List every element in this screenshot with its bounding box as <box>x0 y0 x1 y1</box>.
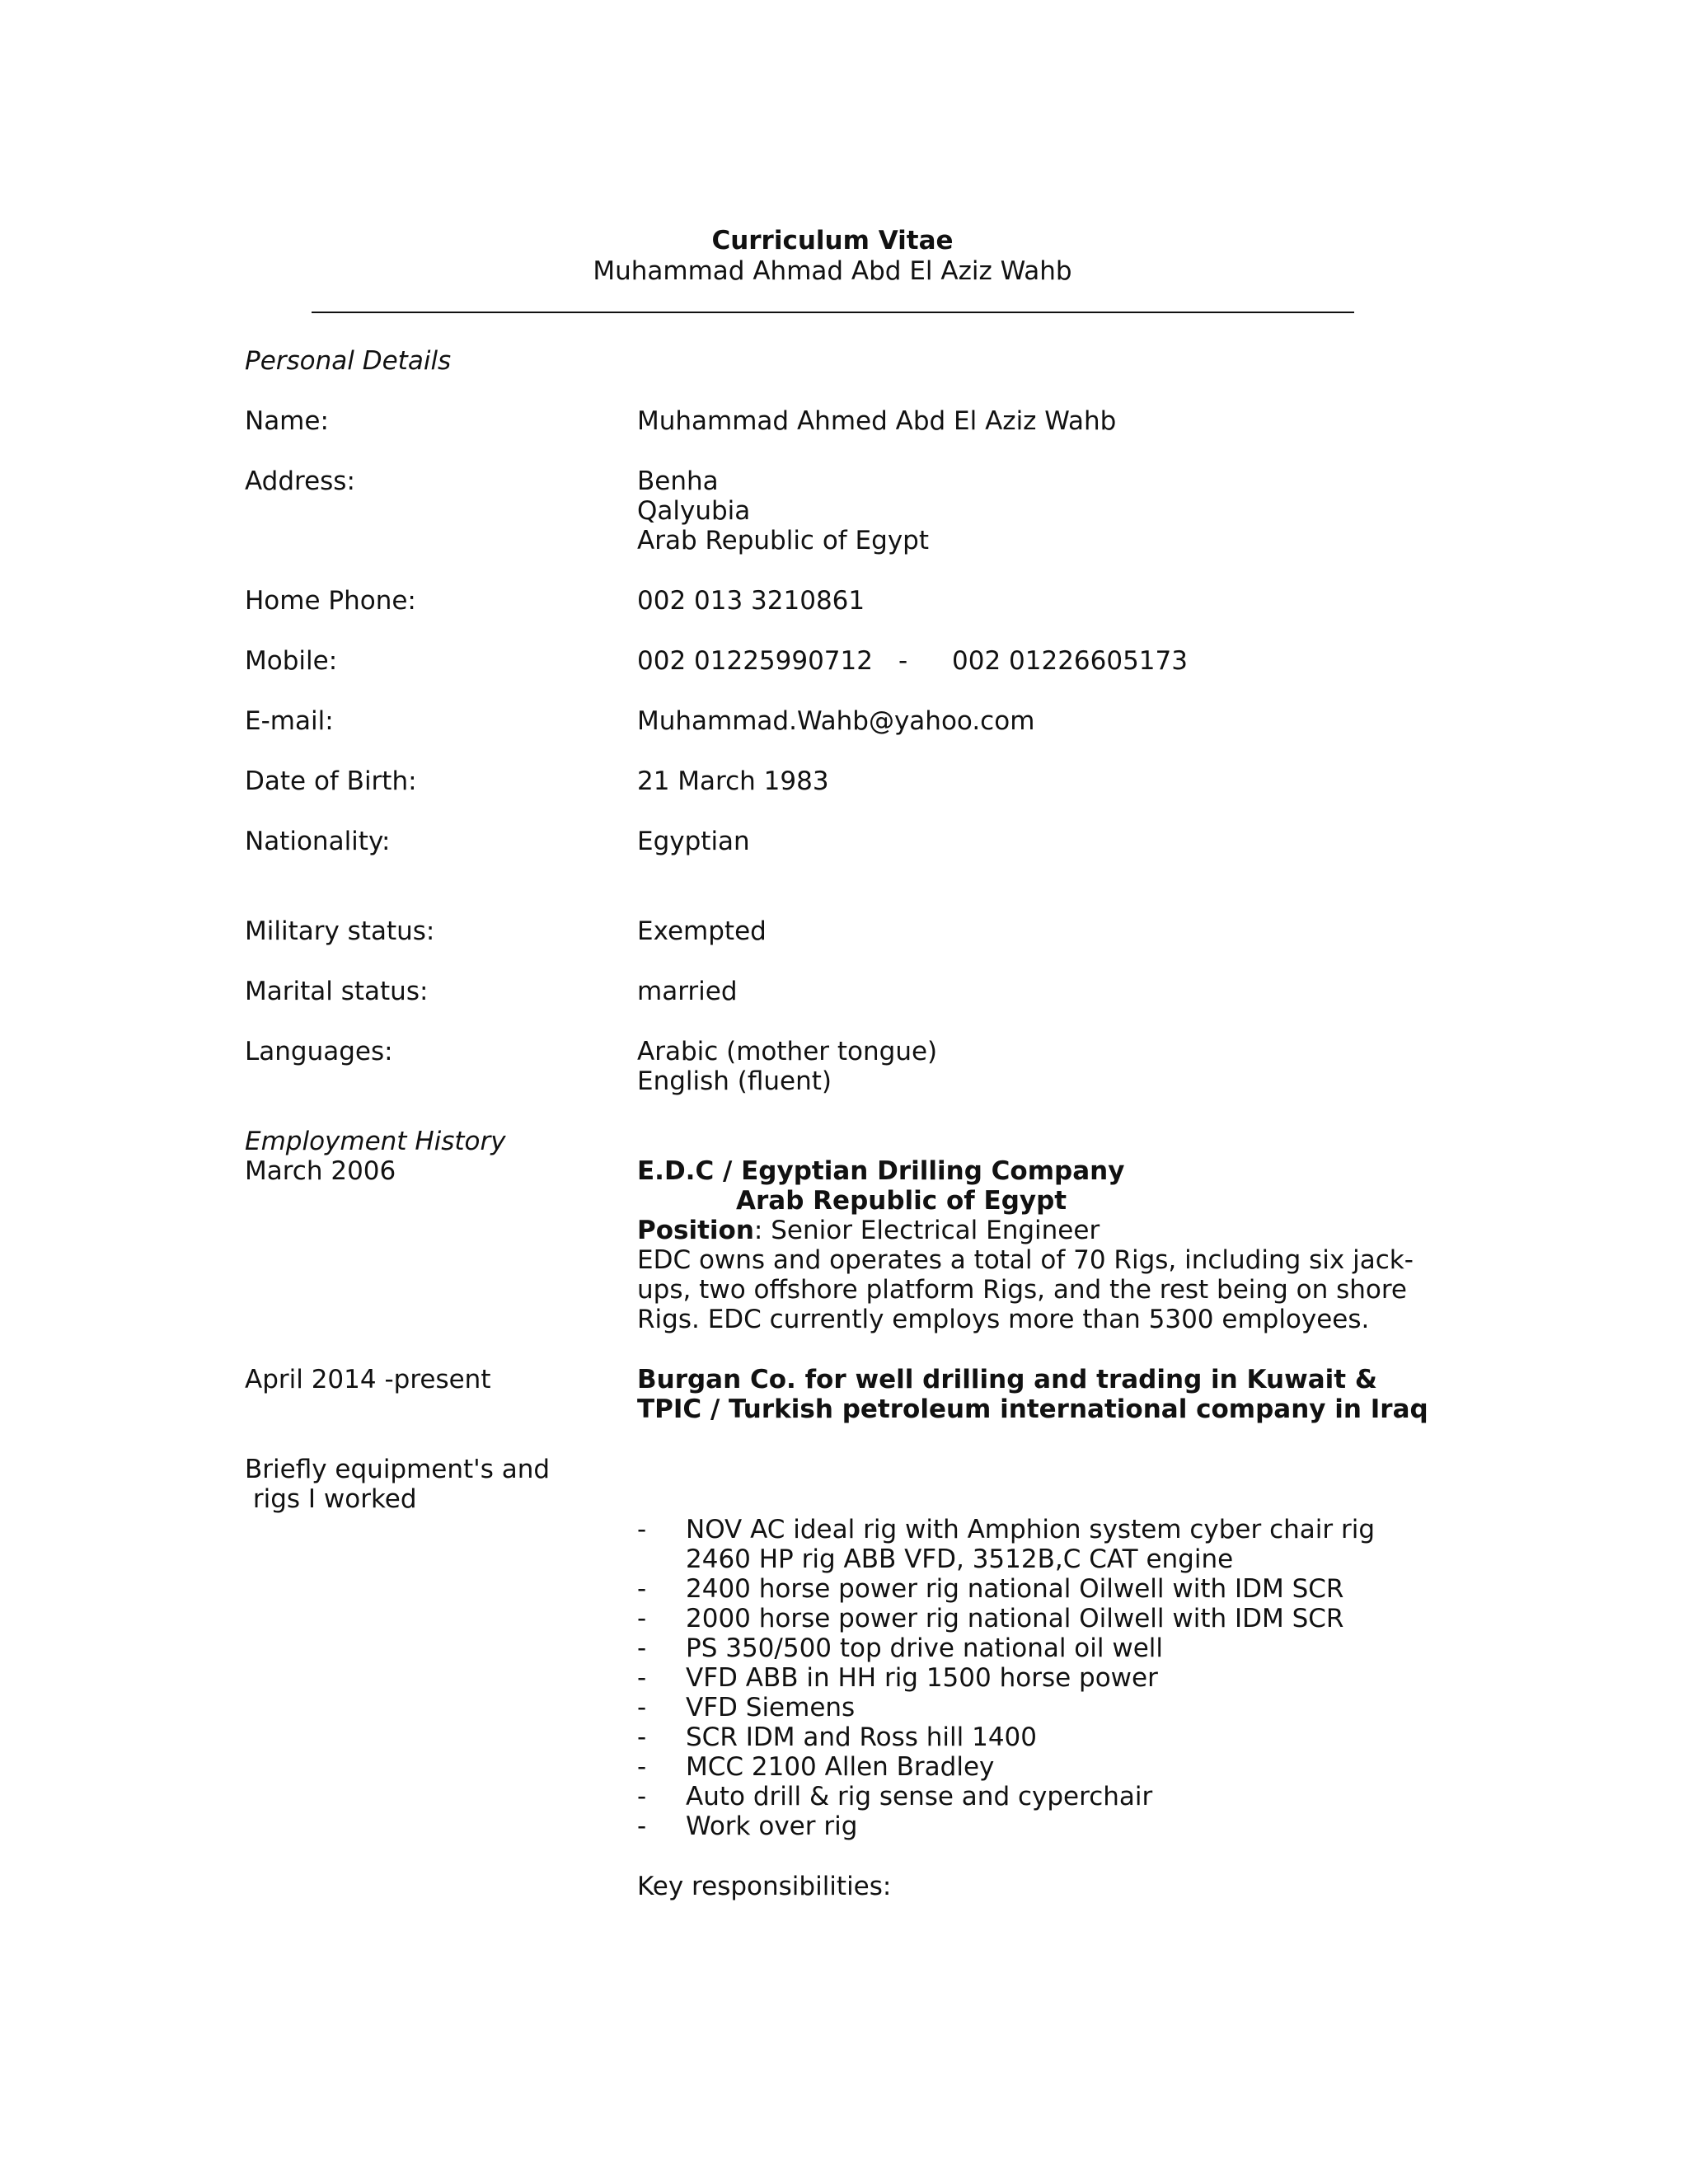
bullet-dash: - <box>637 1722 647 1752</box>
mobile-separator: - <box>898 646 908 676</box>
bullet-dash: - <box>637 1693 647 1722</box>
job2-company-line-1: Burgan Co. for well drilling and trading in Kuwait & <box>637 1365 1377 1394</box>
equipment-item: NOV AC ideal rig with Amphion system cyber chair rig <box>686 1515 1376 1544</box>
job1-position-label: Position <box>637 1216 754 1245</box>
equipment-item: Work over rig <box>686 1811 858 1841</box>
address-line-3: Arab Republic of Egypt <box>637 526 930 555</box>
job2-company-line-2: TPIC / Turkish petroleum international company in Iraq <box>637 1394 1428 1424</box>
job1-description-line-2: ups, two offshore platform Rigs, and the rest being on shore <box>637 1275 1407 1305</box>
nationality-value: Egyptian <box>637 827 750 856</box>
key-responsibilities-heading: Key responsibilities: <box>637 1872 892 1901</box>
bullet-dash: - <box>637 1811 647 1841</box>
email-value: Muhammad.Wahb@yahoo.com <box>637 706 1035 736</box>
equipment-item: VFD ABB in HH rig 1500 horse power <box>686 1663 1158 1693</box>
equipment-label-line-2: rigs I worked <box>245 1484 417 1514</box>
document-title: Curriculum Vitae <box>711 226 954 255</box>
job1-country: Arab Republic of Egypt <box>736 1186 1067 1216</box>
email-label: E-mail: <box>245 706 334 736</box>
equipment-item: SCR IDM and Ross hill 1400 <box>686 1722 1038 1752</box>
job1-description-line-3: Rigs. EDC currently employs more than 5300 employees. <box>637 1305 1370 1334</box>
dob-label: Date of Birth: <box>245 766 417 796</box>
dob-value: 21 March 1983 <box>637 766 829 796</box>
equipment-item: PS 350/500 top drive national oil well <box>686 1633 1164 1663</box>
bullet-dash: - <box>637 1782 647 1811</box>
header-divider <box>312 312 1354 313</box>
bullet-dash: - <box>637 1574 647 1604</box>
equipment-item: 2000 horse power rig national Oilwell with IDM SCR <box>686 1604 1344 1633</box>
military-label: Military status: <box>245 916 435 946</box>
job1-date: March 2006 <box>245 1156 396 1186</box>
bullet-dash: - <box>637 1604 647 1633</box>
languages-label: Languages: <box>245 1037 393 1066</box>
equipment-item: Auto drill & rig sense and cyperchair <box>686 1782 1153 1811</box>
job2-date: April 2014 -present <box>245 1365 491 1394</box>
mobile-value-2: 002 01226605173 <box>952 646 1188 676</box>
bullet-dash: - <box>637 1663 647 1693</box>
equipment-item: MCC 2100 Allen Bradley <box>686 1752 995 1782</box>
job1-description-line-1: EDC owns and operates a total of 70 Rigs, including six jack- <box>637 1245 1414 1275</box>
marital-value: married <box>637 977 738 1006</box>
address-line-1: Benha <box>637 466 719 496</box>
job1-position-value: : Senior Electrical Engineer <box>753 1216 1100 1245</box>
document-subtitle: Muhammad Ahmad Abd El Aziz Wahb <box>593 256 1072 286</box>
name-label: Name: <box>245 406 329 436</box>
equipment-item: VFD Siemens <box>686 1693 856 1722</box>
bullet-dash: - <box>637 1633 647 1663</box>
mobile-label: Mobile: <box>245 646 338 676</box>
mobile-value-1: 002 01225990712 <box>637 646 873 676</box>
marital-label: Marital status: <box>245 977 429 1006</box>
name-value: Muhammad Ahmed Abd El Aziz Wahb <box>637 406 1117 436</box>
job1-company: E.D.C / Egyptian Drilling Company <box>637 1156 1125 1186</box>
language-1: Arabic (mother tongue) <box>637 1037 938 1066</box>
bullet-dash: - <box>637 1752 647 1782</box>
military-value: Exempted <box>637 916 767 946</box>
address-label: Address: <box>245 466 355 496</box>
equipment-item-continuation: 2460 HP rig ABB VFD, 3512B,C CAT engine <box>686 1544 1234 1574</box>
nationality-label: Nationality: <box>245 827 391 856</box>
job1-position <box>637 1216 1100 1246</box>
employment-history-heading: Employment History <box>245 1127 506 1156</box>
equipment-item: 2400 horse power rig national Oilwell with IDM SCR <box>686 1574 1344 1604</box>
home-phone-label: Home Phone: <box>245 586 416 616</box>
personal-details-heading: Personal Details <box>245 346 452 376</box>
address-line-2: Qalyubia <box>637 496 751 526</box>
equipment-label-line-1: Briefly equipment's and <box>245 1455 551 1484</box>
home-phone-value: 002 013 3210861 <box>637 586 865 616</box>
language-2: English (fluent) <box>637 1066 832 1096</box>
bullet-dash: - <box>637 1515 647 1544</box>
